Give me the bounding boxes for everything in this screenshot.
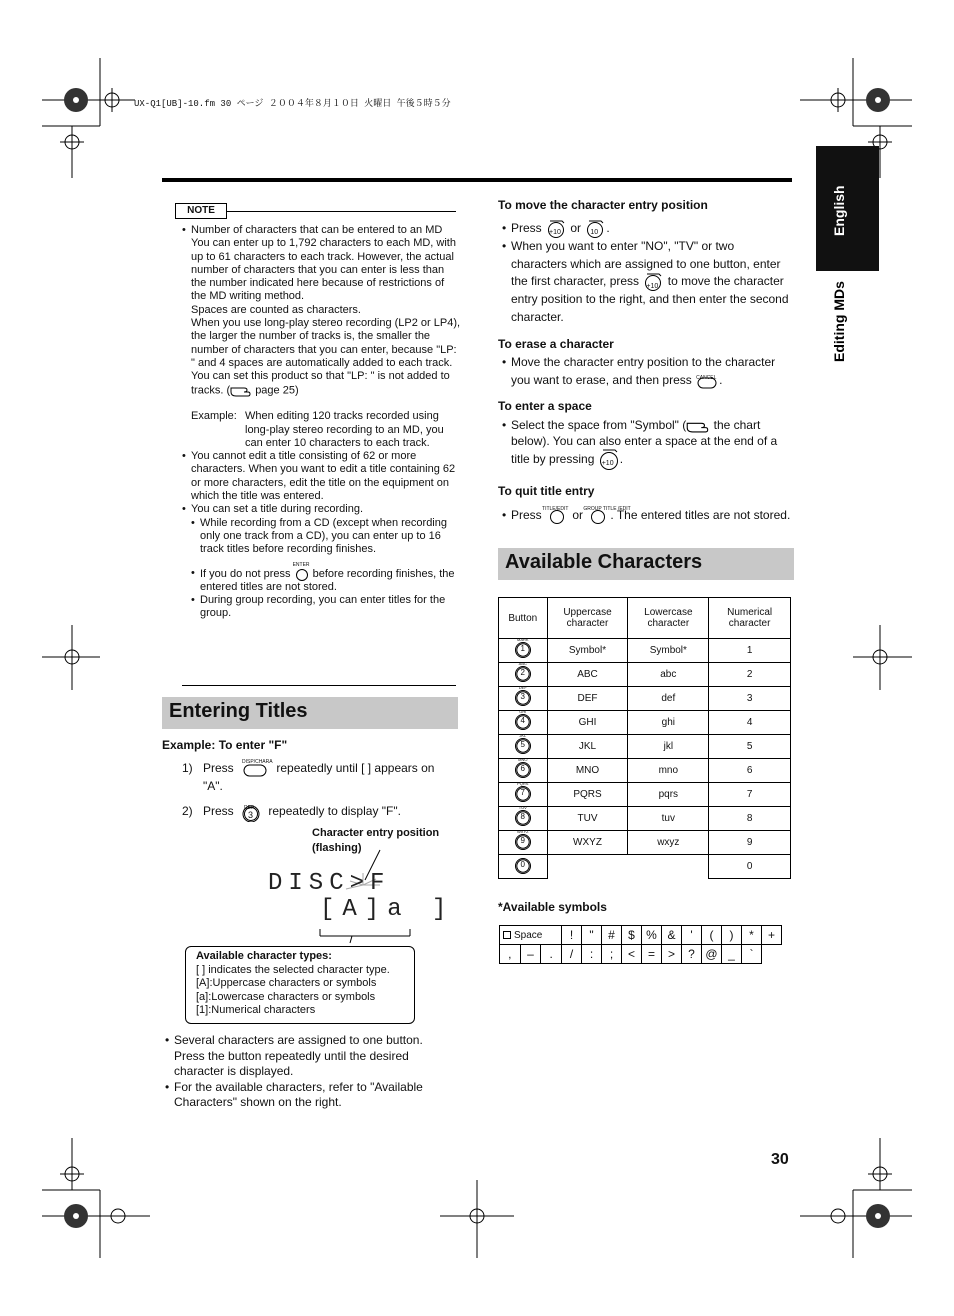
note-item-1: • Number of characters that can be entered to an MD You can enter up to 1,792 characters to each MD, with up to 61 characters to each track. However, the actual number of characters that you can enter is less than the number indicated here because of restrictions of the MD writing method. Spaces are counted as characters. When you use long-play stereo recording (LP2 or LP4), the larger the number of tracks is, the smaller the number of characters that you can enter, because "LP: " and 4 spaces are automatically added to each track. You can set this product so that "LP: " is not added to tracks. ( page 25) [182,224,462,397]
header-lowercase: Lowercase character [628,598,709,639]
erase-heading: To erase a character [498,337,614,351]
key-cell [499,831,548,855]
header-button: Button [499,598,548,639]
symbol-cell: : [582,945,602,964]
note-item-2: • You cannot edit a title consisting of 62 or more characters. When you want to edit a title containing 62 or more characters, edit the title on the equipment on which the title was entered. [182,450,462,503]
upper-cell: JKL [547,735,628,759]
characters-table-header [499,598,791,639]
numerical-cell: 5 [709,735,791,759]
note-body [182,224,462,621]
display-line-2: [A]a ] [320,896,455,923]
key-cell [499,687,548,711]
upper-cell: WXYZ [547,831,628,855]
symbol-cell: . [541,945,562,964]
symbol-cell: , [500,945,521,964]
lower-cell: pqrs [628,783,709,807]
enter-button-icon: ENTER [294,567,310,581]
key-cell [499,759,548,783]
note-sub-item-1: • While recording from a CD (except when recording only one track from a CD), you can enter up to 16 track titles before recording finishes. [191,517,462,557]
space-heading: To enter a space [498,399,592,413]
table-row [499,711,791,735]
plus10-button-icon-3: +10 [598,449,620,471]
symbol-cell: = [642,945,662,964]
header-numerical: Numerical character [709,598,791,639]
number-key-icon: MNO 6 [513,759,533,779]
entering-bullet-2: • For the available characters, refer to "Available Characters" shown on the right. [165,1080,455,1111]
symbol-cell: ? [682,945,702,964]
erase-bullet: • Move the character entry position to the character you want to erase, and then press CANCEL . [502,353,792,390]
entering-titles-heading: Entering Titles [162,697,458,729]
symbol-cell: – [520,945,541,964]
number-key-icon: ABC 2 [513,663,533,683]
characters-table [498,597,791,879]
number-key-icon: TUV 8 [513,807,533,827]
upper-cell: DEF [547,687,628,711]
upper-cell: PQRS [547,783,628,807]
lower-cell: tuv [628,807,709,831]
upper-cell: GHI [547,711,628,735]
type-1: [ ] indicates the selected character type. [196,963,390,976]
lower-cell: jkl [628,735,709,759]
number-key-icon: MARK 1 [513,639,533,659]
symbols-row-2 [500,945,782,964]
type-4: [1]:Numerical characters [196,1004,316,1016]
quit-heading: To quit title entry [498,484,595,498]
symbols-heading: *Available symbols [498,900,607,914]
numerical-cell: 4 [709,711,791,735]
note-bottom-rule [182,685,456,686]
display-line-1: DISC>F [268,870,391,897]
symbol-cell: " [582,926,602,945]
table-row [499,759,791,783]
character-types-box [185,946,415,1024]
key-cell [499,735,548,759]
table-row [499,855,791,879]
move-bullet-1: • Press +10 or 10 . [502,220,792,238]
note-item-3: • You can set a title during recording. • While recording from a CD (except when recording only one track from a CD), you can enter up to 16 track titles before recording finishes. • If you do not press ENTER before recording finishes, the entered titles are not stored. • During group recording, you can enter titles for the group. [182,503,462,620]
numerical-cell: 0 [709,855,791,879]
numerical-cell: 7 [709,783,791,807]
lower-cell: wxyz [628,831,709,855]
title-edit-button-icon: TITLE/EDIT [545,507,569,525]
table-row [499,639,791,663]
table-row [499,687,791,711]
disp-chara-button-icon: DISP/CHARA [237,760,273,778]
symbol-cell: ; [602,945,622,964]
hand-pointer-icon-2 [686,419,710,433]
lower-cell: Symbol* [628,639,709,663]
side-tab-section: Editing MDs [831,281,847,362]
top-rule [162,178,792,182]
number-key-icon: DEF 3 [513,687,533,707]
symbol-cell: _ [722,945,742,964]
numerical-cell: 8 [709,807,791,831]
number-key-icon: WXYZ 9 [513,831,533,851]
move-bullet-2: • When you want to enter "NO", "TV" or two characters which are assigned to one button, enter the first character, press +10 to move the character entry position to the right, and then enter the second character. [502,238,792,326]
side-tab [816,146,879,271]
note-example-label: Example: [191,410,237,423]
symbol-cell: > [662,945,682,964]
move-body [502,220,792,326]
lower-cell: mno [628,759,709,783]
symbol-cell: + [762,926,782,945]
page-number: 30 [771,1151,789,1168]
button-3-def-icon: DEF 3 [237,802,265,822]
note-label: NOTE [175,203,227,219]
type-2: [A]:Uppercase characters or symbols [196,977,377,989]
numerical-cell: 9 [709,831,791,855]
ten-button-icon: 10 [584,220,606,238]
lower-cell: ghi [628,711,709,735]
symbol-cell: & [662,926,682,945]
hand-pointer-icon [230,384,252,397]
symbols-row-1 [500,926,782,945]
upper-cell: ABC [547,663,628,687]
entering-bullet-1: • Several characters are assigned to one button. Press the button repeatedly until the desired character is displayed. [165,1033,455,1080]
plus10-button-icon-2: +10 [642,273,664,291]
erase-body [502,353,792,390]
group-title-edit-button-icon: GROUP TITLE /EDIT [586,507,610,525]
symbol-cell: < [622,945,642,964]
symbol-cell: % [642,926,662,945]
symbol-cell: $ [622,926,642,945]
space-body [502,417,792,471]
entering-bullets [165,1033,455,1111]
side-tab-language: English [831,185,847,236]
space-box-icon [503,931,511,939]
table-row [499,783,791,807]
quit-body [502,507,792,525]
table-row [499,735,791,759]
symbols-table [499,925,782,964]
numerical-cell: 1 [709,639,791,663]
empty-cell [547,855,709,879]
key-cell [499,807,548,831]
numerical-cell: 6 [709,759,791,783]
table-row [499,831,791,855]
note-sub-item-3: • During group recording, you can enter titles for the group. [191,594,462,621]
entry-position-callout: Character entry position (flashing) [312,827,440,854]
key-cell [499,783,548,807]
key-cell [499,663,548,687]
step-1: 1) Press DISP/CHARA repeatedly until [ ] appears on "A". [182,759,435,793]
header-uppercase: Uppercase character [547,598,628,639]
symbol-cell: ! [562,926,582,945]
table-row [499,663,791,687]
key-cell [499,855,548,879]
note-example [182,410,462,450]
example-heading: Example: To enter "F" [162,738,288,752]
key-cell [499,639,548,663]
table-row [499,807,791,831]
number-key-icon: GHI 4 [513,711,533,731]
cancel-button-icon: CANCEL [695,372,719,390]
lower-cell: abc [628,663,709,687]
types-title: Available character types: [196,950,332,962]
symbol-cell: @ [702,945,722,964]
numerical-cell: 2 [709,663,791,687]
type-3: [a]:Lowercase characters or symbols [196,990,376,1003]
symbol-cell: ( [702,926,722,945]
symbol-cell: # [602,926,622,945]
space-bullet: • Select the space from "Symbol" ( the chart below). You can also enter a space at the end of a title by pressing +10 . [502,417,792,471]
note-sub-item-2: • If you do not press ENTER before recording finishes, the entered titles are not stored. [191,567,462,595]
lower-cell: def [628,687,709,711]
upper-cell: Symbol* [547,639,628,663]
symbol-cell: ) [722,926,742,945]
symbol-cell: ` [742,945,762,964]
file-header: UX-Q1[UB]-10.fm 30 ページ ２００４年８月１０日 火曜日 午後５時５分 [134,99,451,109]
available-characters-heading: Available Characters [498,548,794,580]
upper-cell: TUV [547,807,628,831]
symbol-cell: / [562,945,582,964]
space-cell: Space [500,926,562,945]
symbol-cell: ' [682,926,702,945]
number-key-icon: PQRS 7 [513,783,533,803]
note-rule [227,211,456,212]
upper-cell: MNO [547,759,628,783]
step-2: 2) Press DEF 3 repeatedly to display "F". [182,801,457,822]
number-key-icon: JKL 5 [513,735,533,755]
note-example-text: When editing 120 tracks recorded using long-play stereo recording to an MD, you can enter 10 characters to each track. [245,410,444,449]
numerical-cell: 3 [709,687,791,711]
quit-bullet: • Press TITLE/EDIT or GROUP TITLE /EDIT . The entered titles are not stored. [502,507,792,525]
plus10-button-icon: +10 [545,220,567,238]
key-cell [499,711,548,735]
number-key-icon: 0 [513,855,533,875]
symbol-cell: * [742,926,762,945]
move-heading: To move the character entry position [498,198,708,212]
